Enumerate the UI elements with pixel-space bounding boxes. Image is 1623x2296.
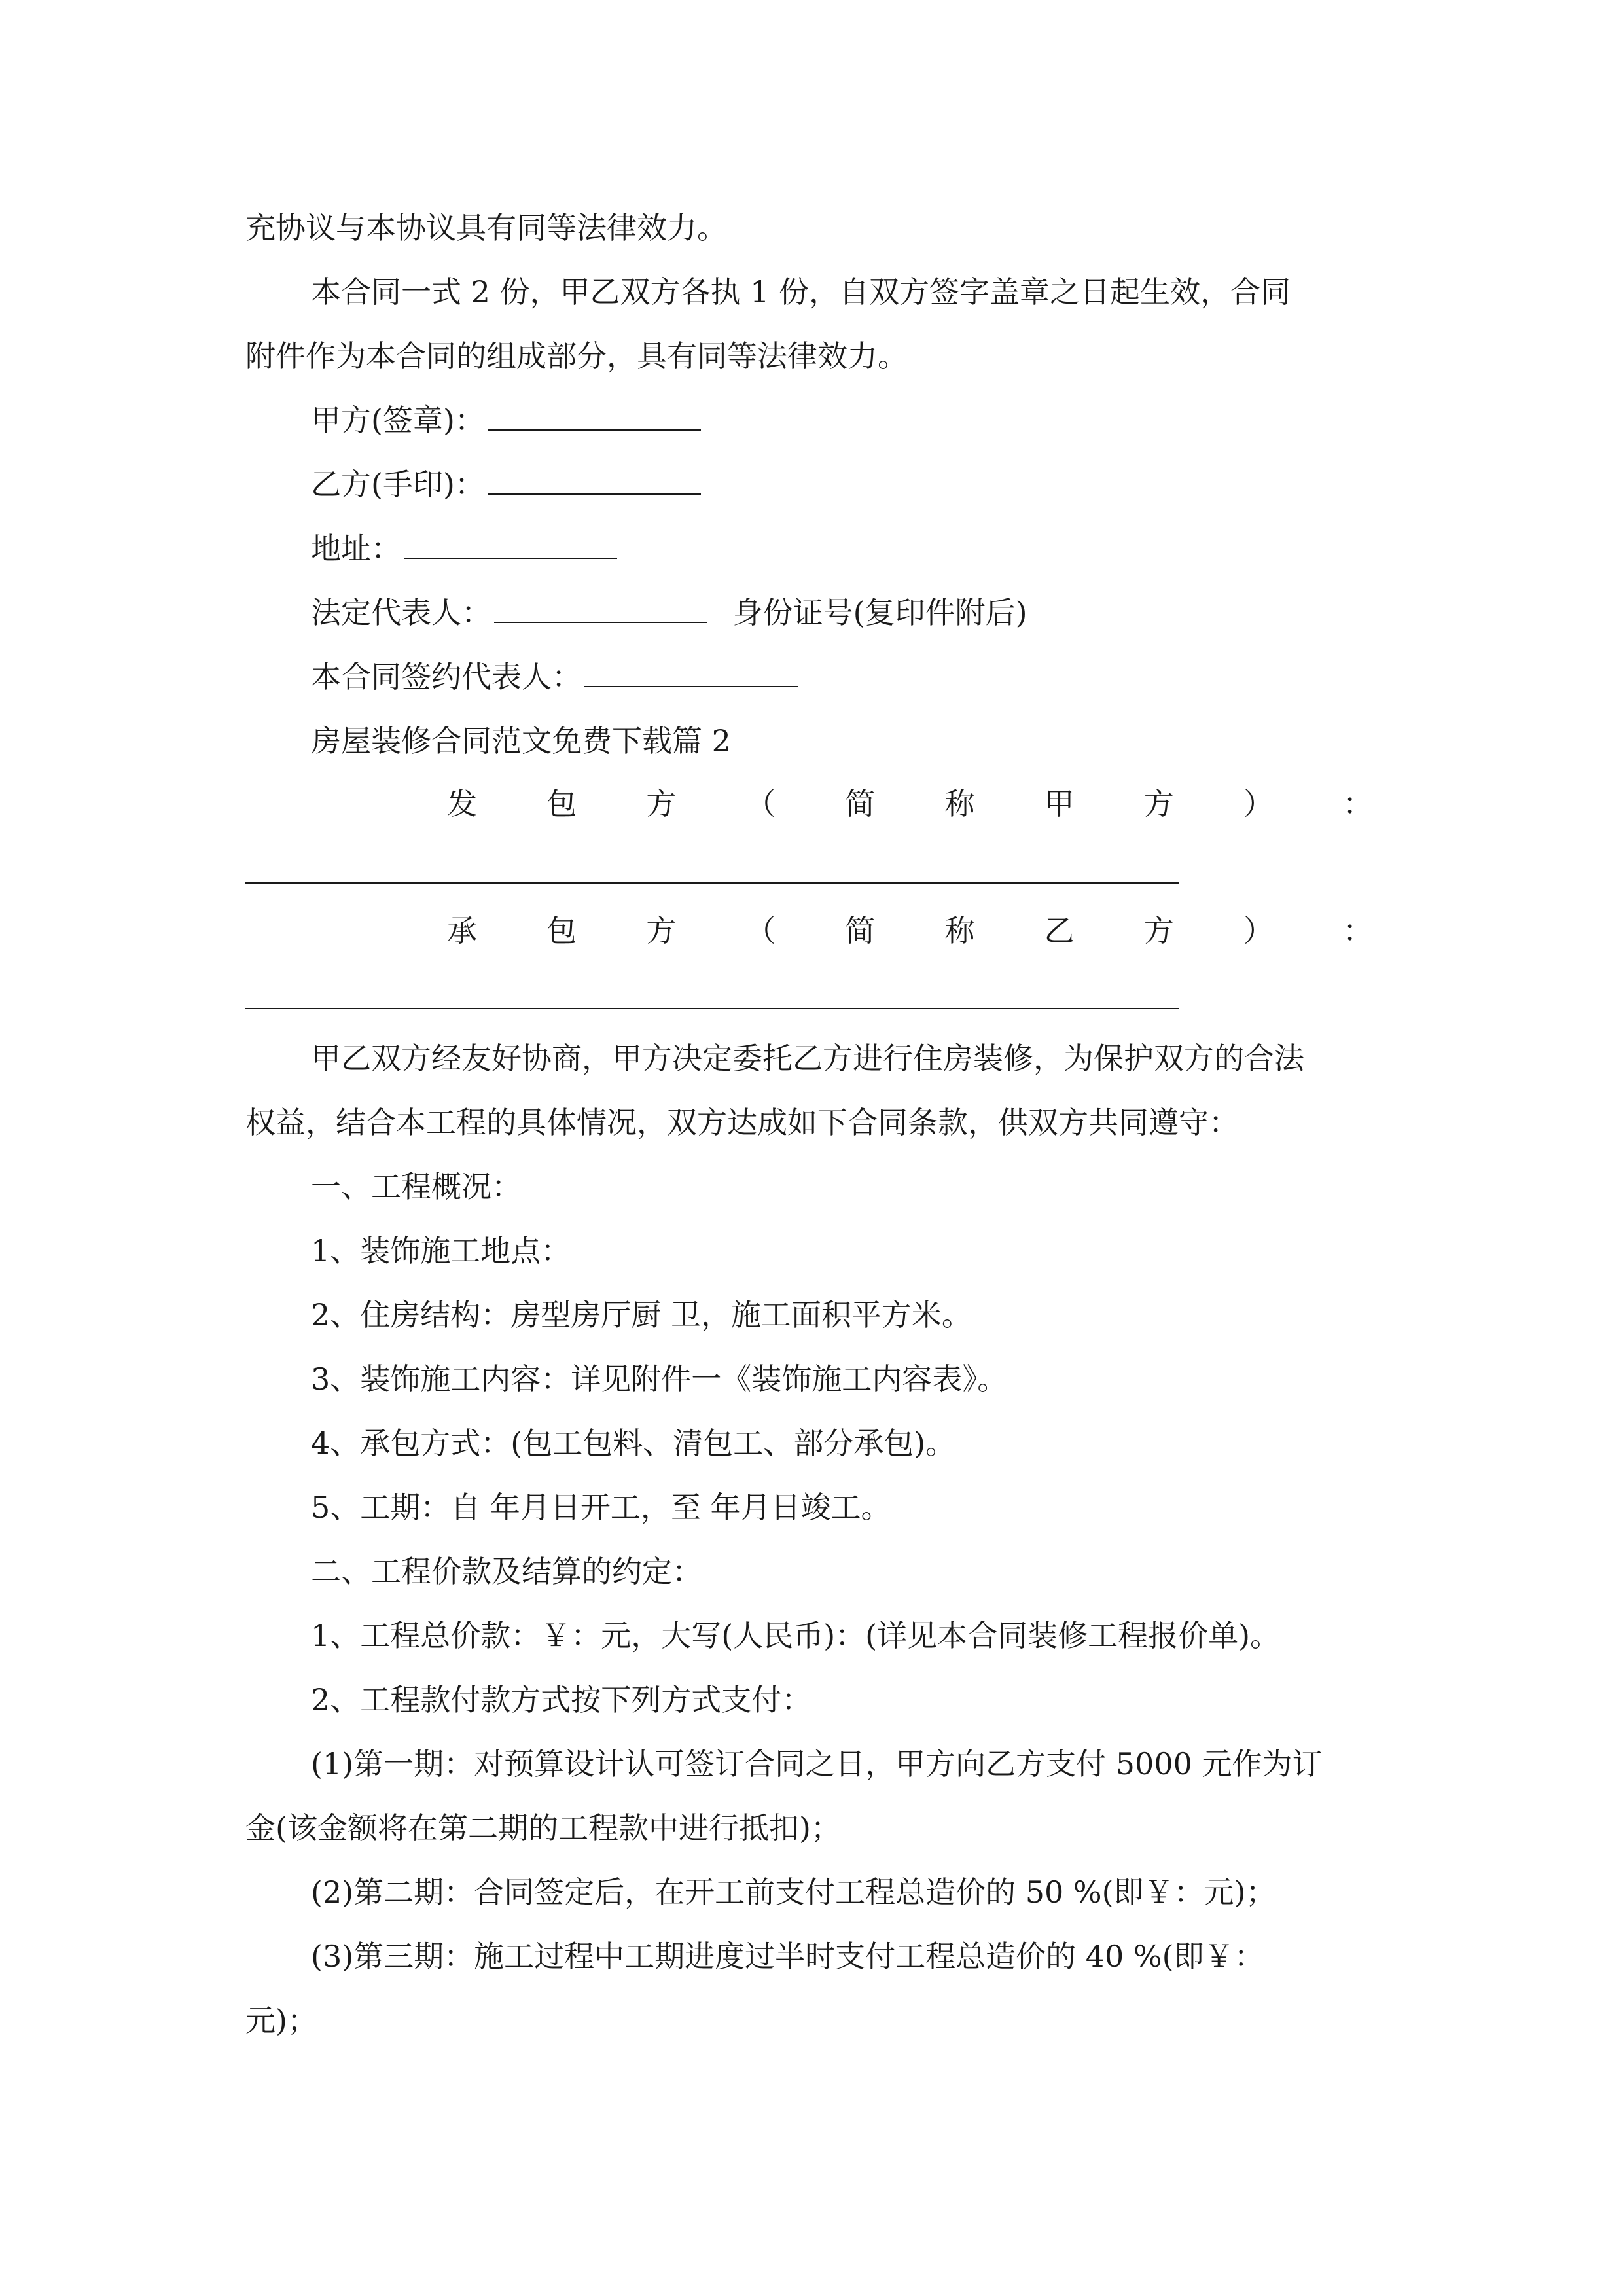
spread-char: 称 — [944, 786, 975, 821]
text-line: 甲乙双方经友好协商，甲方决定委托乙方进行住房装修，为保护双方的合法 — [311, 1041, 1304, 1076]
spread-char: 方 — [646, 786, 677, 821]
spread-char: ： — [1342, 786, 1373, 821]
employer-blank-line[interactable] — [245, 882, 1179, 884]
legal-rep-label: 法定代表人： — [311, 595, 491, 630]
spread-char: 乙 — [1044, 913, 1075, 948]
text-line: 充协议与本协议具有同等法律效力。 — [245, 210, 727, 245]
signing-rep-line — [311, 657, 798, 696]
text-line: 本合同一式 2 份，甲乙双方各执 1 份，自双方签字盖章之日起生效，合同 — [311, 274, 1291, 310]
party-b-blank[interactable] — [488, 467, 701, 495]
heading-line: 一、工程概况： — [311, 1169, 522, 1204]
spread-char: 方 — [1143, 786, 1174, 821]
spread-char: 方 — [1143, 913, 1174, 948]
address-line — [311, 529, 617, 568]
party-b-label: 乙方(手印)： — [311, 467, 485, 502]
spread-char: 包 — [546, 913, 577, 948]
spread-char: 简 — [845, 913, 876, 948]
employer-heading — [447, 784, 1373, 823]
spread-char: 甲 — [1044, 786, 1075, 821]
contractor-heading — [447, 911, 1373, 950]
section-title: 房屋装修合同范文免费下载篇 2 — [311, 723, 731, 759]
list-item: 3、装饰施工内容：详见附件一《装饰施工内容表》。 — [311, 1361, 1008, 1397]
list-item: 2、工程款付款方式按下列方式支付： — [311, 1682, 812, 1717]
spread-char: 发 — [447, 786, 477, 821]
spread-char: （ — [745, 786, 776, 821]
party-a-blank[interactable] — [488, 403, 701, 431]
list-item: 4、承包方式：(包工包料、清包工、部分承包)。 — [311, 1426, 956, 1461]
spread-char: 简 — [845, 786, 876, 821]
spread-char: 称 — [944, 913, 975, 948]
legal-rep-blank[interactable] — [494, 596, 707, 623]
spread-char: ： — [1342, 913, 1373, 948]
heading-line: 二、工程价款及结算的约定： — [311, 1554, 702, 1589]
list-item: 1、工程总价款：￥：元，大写(人民币)：(详见本合同装修工程报价单)。 — [311, 1618, 1281, 1653]
address-blank[interactable] — [404, 531, 617, 559]
list-item: 5、工期：自 年月日开工，至 年月日竣工。 — [311, 1490, 891, 1525]
list-item: (1)第一期：对预算设计认可签订合同之日，甲方向乙方支付 5000 元作为订 — [311, 1746, 1323, 1782]
signing-rep-blank[interactable] — [584, 660, 798, 687]
address-label: 地址： — [311, 531, 401, 566]
contractor-blank-line[interactable] — [245, 1008, 1179, 1009]
spread-char: ） — [1243, 913, 1274, 948]
signing-rep-label: 本合同签约代表人： — [311, 659, 582, 694]
list-item: (3)第三期：施工过程中工期进度过半时支付工程总造价的 40 %(即￥： — [311, 1939, 1264, 1974]
text-line: 元)； — [245, 2003, 317, 2038]
signature-party-a — [311, 401, 701, 440]
signature-party-b — [311, 465, 701, 504]
spread-char: 包 — [546, 786, 577, 821]
id-number-label: 身份证号(复印件附后) — [732, 595, 1027, 630]
spread-char: （ — [745, 913, 776, 948]
spread-char: 承 — [447, 913, 477, 948]
list-item: 2、住房结构：房型房厅厨 卫，施工面积平方米。 — [311, 1297, 972, 1333]
text-line: 金(该金额将在第二期的工程款中进行抵扣)； — [245, 1810, 841, 1846]
text-line: 权益，结合本工程的具体情况，双方达成如下合同条款，供双方共同遵守： — [245, 1105, 1239, 1140]
list-item: 1、装饰施工地点： — [311, 1233, 571, 1268]
legal-rep-line — [311, 593, 1027, 632]
spread-char: ） — [1243, 786, 1274, 821]
list-item: (2)第二期：合同签定后，在开工前支付工程总造价的 50 %(即￥：元)； — [311, 1874, 1276, 1910]
party-a-label: 甲方(签章)： — [311, 403, 485, 438]
spread-char: 方 — [646, 913, 677, 948]
text-line: 附件作为本合同的组成部分，具有同等法律效力。 — [245, 338, 908, 374]
